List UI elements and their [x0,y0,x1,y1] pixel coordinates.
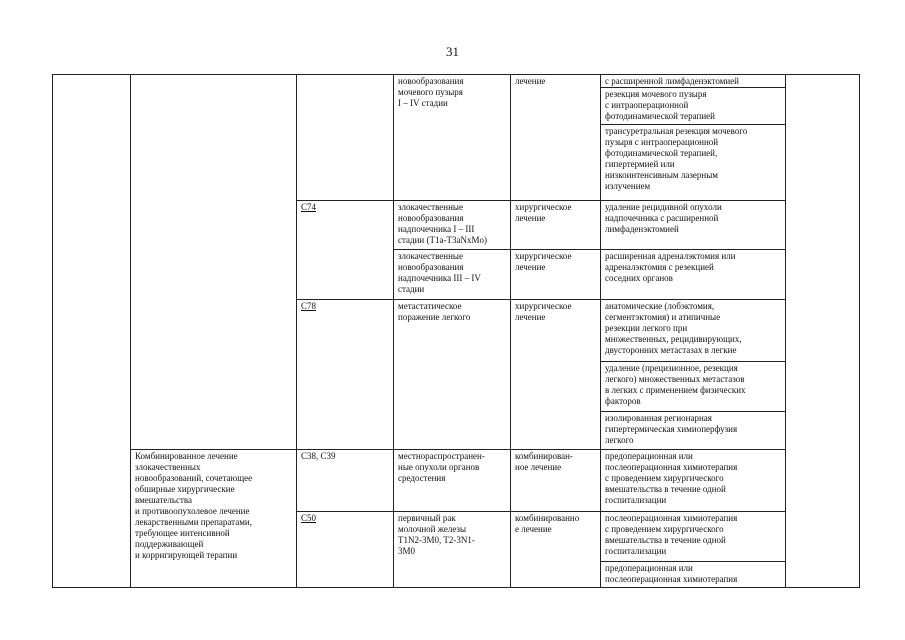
code-cell: C74 [301,202,317,212]
method-cell: предоперационная или послеоперационная химиотерапия [605,563,738,584]
subrow-divider [600,561,785,562]
column-divider [130,74,131,588]
column-divider [785,74,786,588]
treatment-type-cell: комбинированно е лечение [515,513,580,534]
diagnosis-cell: новообразования мочевого пузыря I – IV стадии [398,76,464,108]
row-divider [296,299,785,300]
subrow-divider [600,361,785,362]
subrow-divider [600,411,785,412]
treatment-type-cell: хирургическое лечение [515,251,572,272]
subrow-divider [600,124,785,125]
treatment-type-cell: хирургическое лечение [515,301,572,322]
method-cell: изолированная регионарная гипертермическая химиоперфузия легкого [605,413,738,445]
treatment-type-cell: лечение [515,76,546,86]
row-divider [130,449,785,450]
treatment-type-cell: комбинирован- ное лечение [515,451,573,472]
diagnosis-cell: метастатическое поражение легкого [398,301,471,322]
treatment-type-cell: хирургическое лечение [515,202,572,223]
method-cell: анатомические (лобэктомия, сегментэктомия) и атипичные резекции легкого при множественных, рецидивирующих, двусторонних метастазах в легкие [605,301,742,355]
row-divider [296,511,785,512]
method-cell: предоперационная или послеоперационная химиотерапия с проведением хирургического вмешательства в течение одной госпитализации [605,451,738,505]
page-number: 31 [446,44,459,59]
diagnosis-cell: злокачественные новообразования надпочечника I – III стадии (T1a-T3aNxMo) [398,202,487,245]
method-cell: расширенная адреналэктомия или адреналэктомия с резекцией соседних органов [605,251,736,283]
code-cell: C38, C39 [301,451,336,461]
method-cell: с расширенной лимфаденэктомией [605,76,739,86]
diagnosis-cell: первичный рак молочной железы T1N2-3M0, T2-3N1- 3M0 [398,513,475,556]
code-cell: C50 [301,513,317,523]
row-divider [393,249,785,250]
method-cell: послеоперационная химиотерапия с проведением хирургического вмешательства в течение одной госпитализации [605,513,738,556]
method-cell: удаление (прецизионное, резекция легкого) множественных метастазов в легких с применением физических факторов [605,363,746,406]
method-cell: резекция мочевого пузыря с интраоперационной фотодинамической терапией [605,89,715,121]
diagnosis-cell: местнораспространен- ные опухоли органов средостения [398,451,485,483]
method-cell: трансуретральная резекция мочевого пузыря с интраоперационной фотодинамической терапией, гипертермией или низкоинтенсивным лазерным излучением [605,126,748,191]
diagnosis-cell: злокачественные новообразования надпочечника III – IV стадии [398,251,481,294]
row-divider [296,200,785,201]
subrow-divider [600,87,785,88]
code-cell: C78 [301,301,317,311]
group-title-cell: Комбинированное лечение злокачественных новообразований, сочетающее обширные хирургические вмешательства и противоопухолевое лечение лекарственными препаратами, требующее интенсивной поддерживающей и корригирующей терапии [135,451,253,560]
method-cell: удаление рецидивной опухоли надпочечника с расширенной лимфаденэктомией [605,202,722,234]
